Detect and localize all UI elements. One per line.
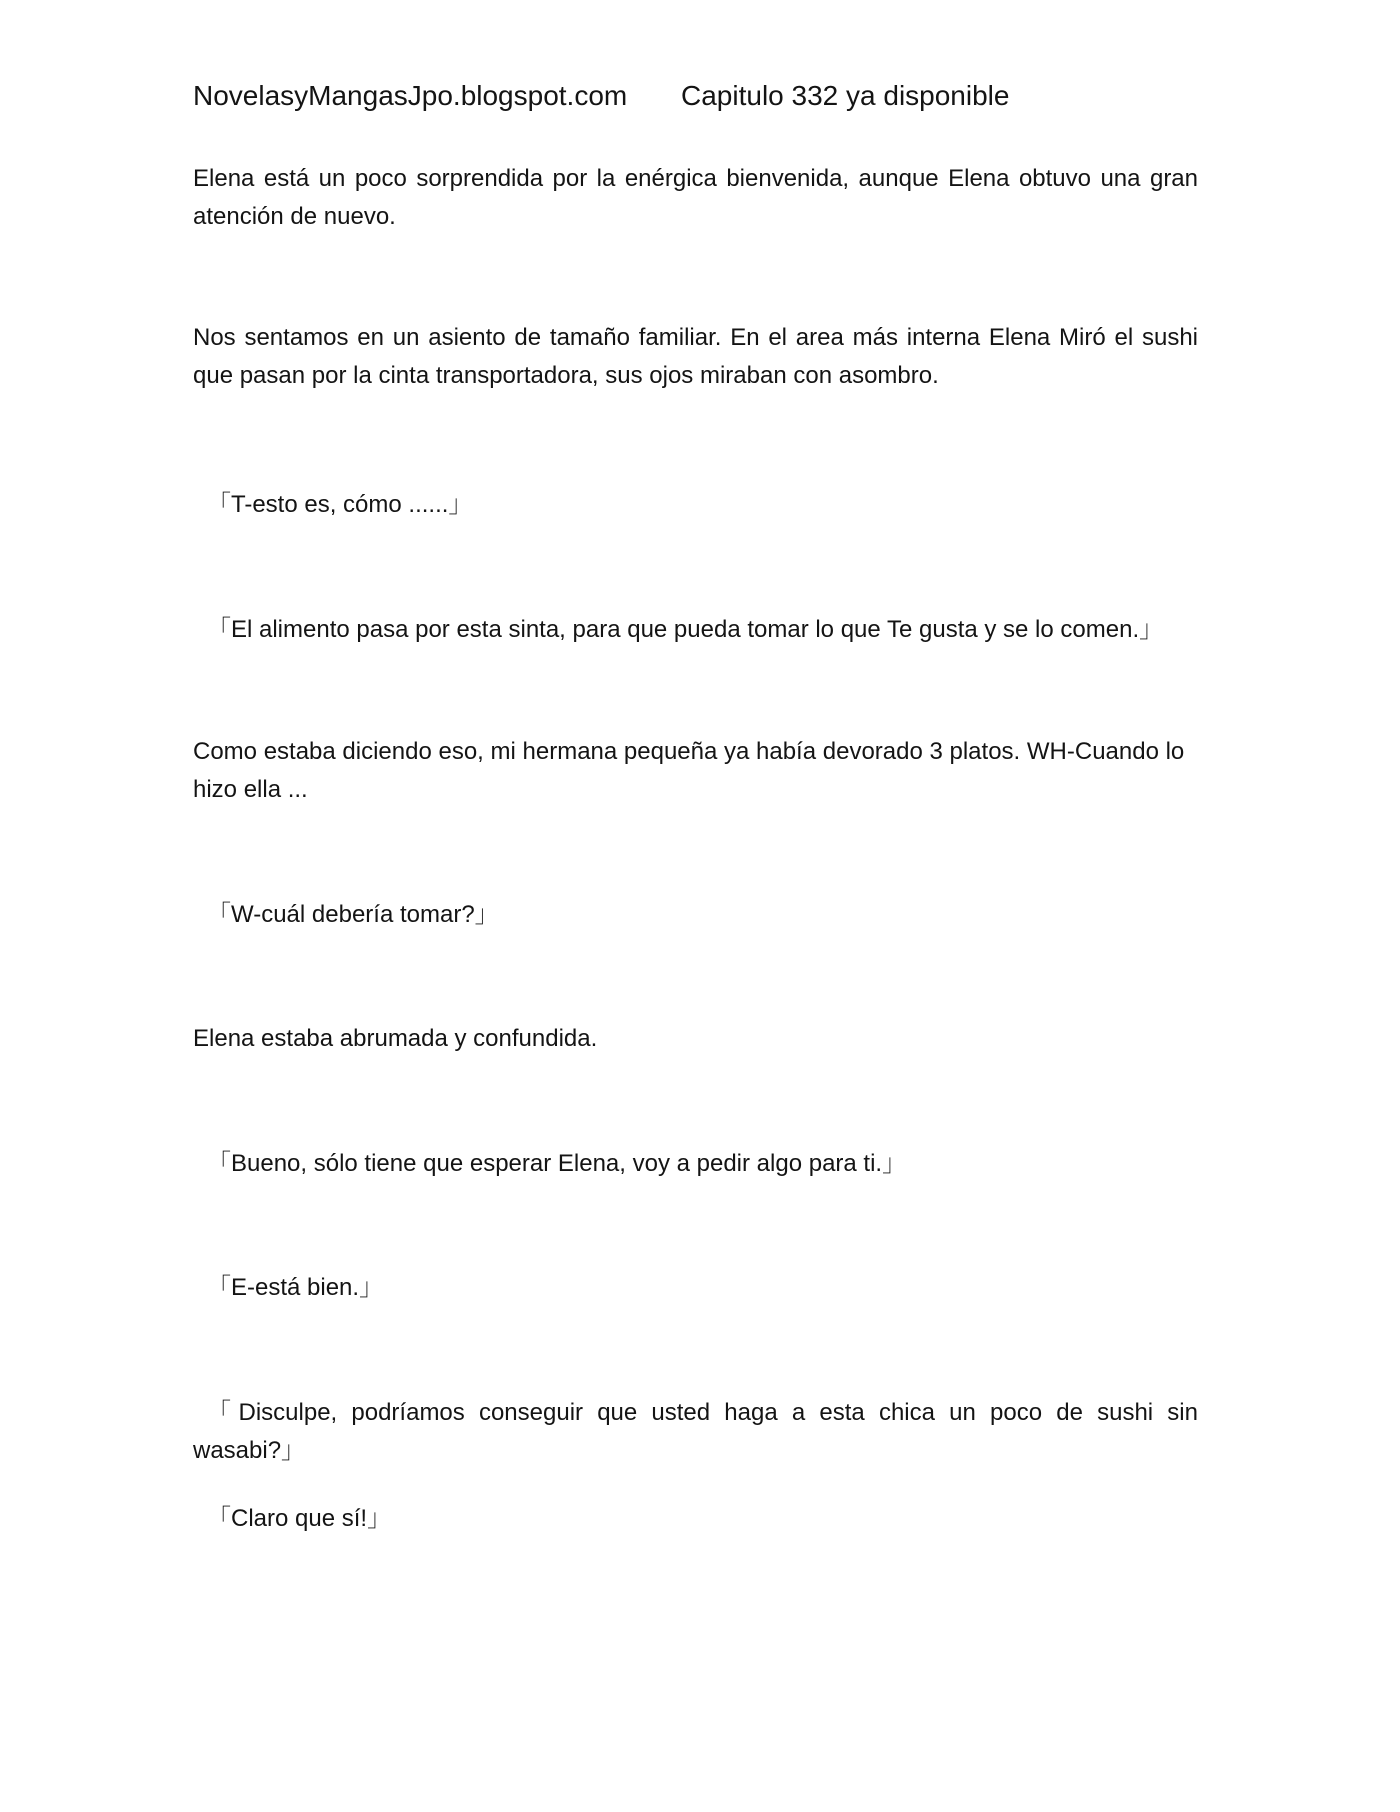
site-name: NovelasyMangasJpo.blogspot.com bbox=[193, 80, 628, 111]
paragraph: Elena estaba abrumada y confundida. bbox=[193, 1025, 598, 1052]
dialogue-line: 「El alimento pasa por esta sinta, para que pueda tomar lo que Te gusta y se lo comen.」 bbox=[207, 616, 1164, 643]
dialogue-line: 「Claro que sí!」 bbox=[207, 1505, 392, 1532]
paragraph: Como estaba diciendo eso, mi hermana pequeña ya había devorado 3 platos. WH-Cuando lo hizo ella ... bbox=[193, 738, 1185, 803]
dialogue-line: 「E-está bien.」 bbox=[207, 1274, 384, 1301]
chapter-notice: Capitulo 332 ya disponible bbox=[681, 80, 1010, 111]
dialogue-line: 「Disculpe, podríamos conseguir que usted haga a esta chica un poco de sushi sin wasabi?」 bbox=[193, 1399, 1198, 1464]
dialogue-line: 「Bueno, sólo tiene que esperar Elena, voy a pedir algo para ti.」 bbox=[207, 1150, 907, 1177]
dialogue-line: 「W-cuál debería tomar?」 bbox=[207, 901, 499, 928]
paragraph: Elena está un poco sorprendida por la enérgica bienvenida, aunque Elena obtuvo una gran atención de nuevo. bbox=[193, 165, 1198, 230]
paragraph: Nos sentamos en un asiento de tamaño familiar. En el area más interna Elena Miró el sushi que pasan por la cinta transportadora, sus ojos miraban con asombro. bbox=[193, 324, 1198, 389]
dialogue-line: 「T-esto es, cómo ......」 bbox=[207, 491, 473, 518]
page-header bbox=[193, 80, 1009, 112]
